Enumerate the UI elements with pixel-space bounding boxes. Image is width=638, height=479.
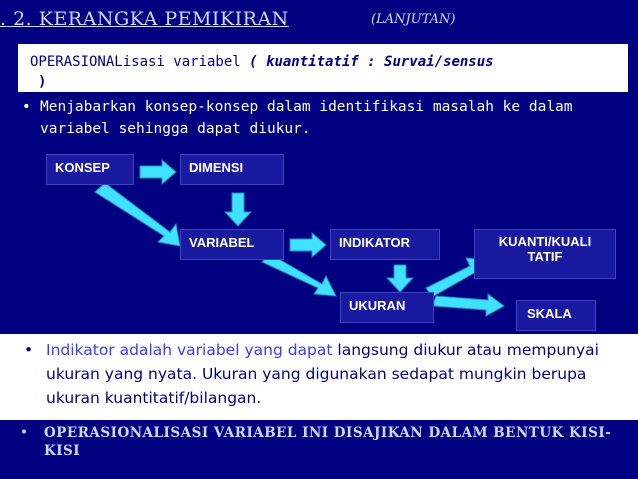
node-ukuran-label: UKURAN — [349, 298, 406, 313]
arrow-konsep-dimensi — [140, 160, 176, 184]
node-konsep — [46, 154, 134, 185]
node-indikator — [330, 229, 440, 260]
bullet-3 — [20, 424, 620, 460]
bullet-2-rest: langsung diukur atau mempunyai ukuran yang nyata. Ukuran yang digunakan sedapat mungkin berupa ukuran kuantitatif/bilangan. — [46, 341, 599, 407]
bullet-2 — [24, 338, 624, 410]
arrow-indikator-ukuran — [387, 265, 413, 292]
node-skala-label: SKALA — [527, 306, 572, 321]
node-kuanti-label-1: KUANTI/KUALI — [498, 234, 592, 249]
arrow-variabel-indikator — [290, 233, 326, 257]
node-variabel-label: VARIABEL — [189, 235, 255, 250]
arrow-dimensi-variabel — [225, 193, 251, 226]
arrow-ukuran-skala — [434, 294, 504, 316]
operasional-italic: ( kuantitatif : Survai/sensus — [249, 54, 494, 70]
bullet-3-dot: • — [20, 425, 29, 441]
node-konsep-label: KONSEP — [55, 160, 110, 175]
bullet-2-highlight: Indikator adalah variabel yang dapat — [46, 341, 333, 359]
node-skala — [516, 300, 596, 331]
node-dimensi-label: DIMENSI — [189, 160, 244, 175]
node-dimensi — [180, 154, 284, 185]
arrow-konsep-variabel — [95, 183, 180, 246]
node-kuanti — [474, 229, 616, 279]
operasional-close: ) — [38, 74, 47, 90]
slide-subtitle: (LANJUTAN) — [371, 12, 456, 27]
node-variabel — [180, 229, 284, 260]
bullet-2-text — [24, 338, 624, 410]
node-indikator-label: INDIKATOR — [339, 235, 411, 250]
node-kuanti-label-2: TATIF — [527, 249, 563, 264]
bullet-1-dot: • — [22, 99, 31, 115]
bullet-3-text: OPERASIONALISASI VARIABEL INI DISAJIKAN DALAM BENTUK KISI-KISI — [44, 425, 612, 459]
node-ukuran — [340, 292, 434, 323]
bullet-2-dot: • — [24, 341, 34, 359]
operasional-prefix: OPERASIONALisasi variabel — [30, 54, 241, 70]
slide-title: . 2. KERANGKA PEMIKIRAN — [0, 8, 289, 30]
arrow-variabel-ukuran — [262, 254, 336, 296]
bullet-1-text: Menjabarkan konsep-konsep dalam identifikasi masalah ke dalam variabel sehingga dapat diukur. — [40, 99, 573, 137]
